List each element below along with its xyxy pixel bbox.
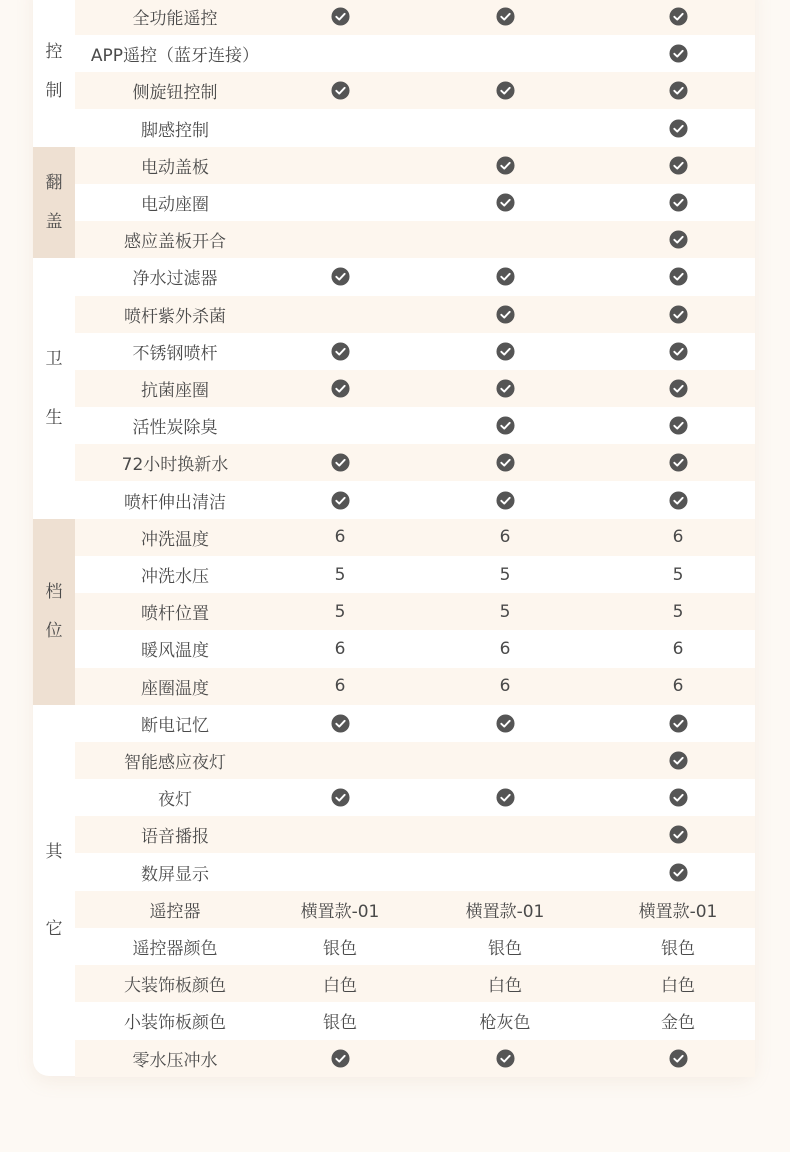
value-cell: 横置款-01 — [300, 901, 380, 922]
table-row — [75, 705, 755, 742]
check-circle-icon — [460, 444, 550, 481]
table-row — [75, 35, 755, 72]
check-circle-icon — [633, 333, 723, 370]
value-cell: 银色 — [661, 939, 695, 959]
check-circle-icon — [460, 296, 550, 333]
check-circle-icon — [633, 779, 723, 816]
table-row — [75, 593, 755, 630]
check-circle-icon — [633, 705, 723, 742]
feature-label: 喷杆伸出清洁 — [124, 492, 226, 513]
check-circle-icon — [633, 147, 723, 184]
check-circle-icon — [295, 1040, 385, 1077]
feature-label: 抗菌座圈 — [141, 381, 209, 401]
value-cell: 银色 — [488, 939, 522, 959]
empty-cell — [460, 110, 550, 147]
check-circle-icon — [633, 221, 723, 258]
category-4 — [33, 705, 75, 1077]
feature-label: 遥控器颜色 — [132, 939, 218, 959]
check-circle-icon — [460, 705, 550, 742]
table-row — [75, 296, 755, 333]
category-label-char: 盖 — [45, 211, 63, 232]
check-circle-icon — [295, 779, 385, 816]
check-circle-icon — [633, 407, 723, 444]
value-cell: 5 — [499, 564, 511, 585]
empty-cell — [295, 854, 385, 891]
empty-cell — [295, 147, 385, 184]
value-cell: 白色 — [488, 976, 522, 997]
check-circle-icon — [460, 407, 550, 444]
check-circle-icon — [295, 370, 385, 407]
feature-label: 遥控器 — [149, 901, 201, 922]
check-circle-icon — [295, 258, 385, 295]
check-circle-icon — [633, 0, 723, 35]
category-label-char: 控 — [45, 42, 63, 63]
feature-label: 断电记忆 — [141, 715, 209, 736]
feature-label: 电动盖板 — [141, 157, 209, 178]
value-cell: 6 — [672, 638, 684, 659]
table-row — [75, 147, 755, 184]
value-cell: 金色 — [661, 1013, 695, 1034]
table-row — [75, 891, 755, 928]
feature-label: 小装饰板颜色 — [124, 1013, 226, 1034]
check-circle-icon — [295, 482, 385, 519]
value-cell: 6 — [672, 676, 684, 697]
category-1 — [33, 147, 75, 259]
empty-cell — [460, 854, 550, 891]
empty-cell — [295, 816, 385, 853]
value-cell: 5 — [334, 564, 346, 585]
feature-label: 脚感控制 — [141, 120, 209, 141]
empty-cell — [460, 816, 550, 853]
check-circle-icon — [633, 110, 723, 147]
feature-label: 大装饰板颜色 — [124, 976, 226, 997]
value-cell: 5 — [499, 601, 511, 622]
table-row — [75, 816, 755, 853]
category-label-char: 位 — [45, 620, 63, 641]
table-row — [75, 184, 755, 221]
value-cell: 白色 — [323, 976, 357, 997]
check-circle-icon — [295, 72, 385, 109]
check-circle-icon — [633, 444, 723, 481]
feature-label: 零水压冲水 — [132, 1050, 218, 1071]
check-circle-icon — [295, 705, 385, 742]
check-circle-icon — [460, 72, 550, 109]
category-label-char: 翻 — [45, 172, 63, 193]
check-circle-icon — [633, 258, 723, 295]
check-circle-icon — [295, 444, 385, 481]
check-circle-icon — [460, 184, 550, 221]
empty-cell — [295, 221, 385, 258]
value-cell: 6 — [499, 527, 511, 548]
empty-cell — [295, 35, 385, 72]
table-row — [75, 965, 755, 1002]
feature-label: 不锈钢喷杆 — [132, 343, 218, 364]
check-circle-icon — [460, 333, 550, 370]
table-row — [75, 928, 755, 965]
value-cell: 银色 — [323, 939, 357, 959]
table-row — [75, 407, 755, 444]
table-row — [75, 779, 755, 816]
table-row — [75, 110, 755, 147]
feature-label: 喷杆紫外杀菌 — [124, 306, 226, 327]
empty-cell — [460, 35, 550, 72]
check-circle-icon — [633, 184, 723, 221]
empty-cell — [460, 742, 550, 779]
table-row — [75, 1040, 755, 1077]
check-circle-icon — [633, 854, 723, 891]
value-cell: 6 — [334, 676, 346, 697]
category-2 — [33, 258, 75, 518]
feature-label: 夜灯 — [158, 790, 192, 811]
table-row — [75, 0, 755, 35]
feature-label: 语音播报 — [141, 827, 209, 848]
feature-label: 侧旋钮控制 — [132, 83, 218, 104]
table-row — [75, 258, 755, 295]
feature-label: 数屏显示 — [141, 864, 209, 885]
empty-cell — [295, 407, 385, 444]
value-cell: 6 — [334, 638, 346, 659]
value-cell: 横置款-01 — [638, 901, 718, 922]
feature-label: 喷杆位置 — [141, 604, 209, 625]
feature-label: 活性炭除臭 — [132, 418, 218, 439]
table-row — [75, 854, 755, 891]
feature-label: 电动座圈 — [141, 195, 209, 215]
feature-label: 冲洗温度 — [141, 529, 209, 550]
value-cell: 5 — [672, 601, 684, 622]
check-circle-icon — [460, 147, 550, 184]
table-row — [75, 221, 755, 258]
check-circle-icon — [460, 779, 550, 816]
check-circle-icon — [460, 0, 550, 35]
feature-label: 冲洗水压 — [141, 567, 209, 587]
category-label-char: 其 — [45, 841, 63, 862]
check-circle-icon — [460, 1040, 550, 1077]
feature-label: 座圈温度 — [141, 678, 209, 699]
check-circle-icon — [460, 482, 550, 519]
table-row — [75, 630, 755, 667]
category-label-char: 制 — [45, 81, 63, 102]
category-label-char: 它 — [45, 918, 63, 939]
category-label-char: 档 — [45, 581, 63, 602]
empty-cell — [295, 296, 385, 333]
table-row — [75, 72, 755, 109]
value-cell: 5 — [334, 601, 346, 622]
value-cell: 6 — [334, 527, 346, 548]
feature-label: 净水过滤器 — [132, 269, 218, 290]
category-3 — [33, 519, 75, 705]
feature-label: 暖风温度 — [141, 641, 209, 662]
value-cell: 白色 — [661, 976, 695, 997]
table-row — [75, 519, 755, 556]
table-row — [75, 1002, 755, 1039]
check-circle-icon — [633, 72, 723, 109]
check-circle-icon — [295, 333, 385, 370]
table-row — [75, 333, 755, 370]
empty-cell — [295, 110, 385, 147]
value-cell: 6 — [672, 527, 684, 548]
table-row — [75, 370, 755, 407]
table-row — [75, 556, 755, 593]
feature-label: 感应盖板开合 — [124, 232, 226, 253]
table-row — [75, 668, 755, 705]
table-row — [75, 444, 755, 481]
table-row — [75, 482, 755, 519]
category-label-char: 生 — [45, 407, 63, 428]
feature-label: APP遥控（蓝牙连接） — [90, 46, 260, 67]
empty-cell — [295, 184, 385, 221]
check-circle-icon — [295, 0, 385, 35]
check-circle-icon — [633, 296, 723, 333]
value-cell: 6 — [499, 676, 511, 697]
check-circle-icon — [460, 258, 550, 295]
check-circle-icon — [633, 742, 723, 779]
value-cell: 6 — [499, 638, 511, 659]
category-0 — [33, 0, 75, 147]
feature-label: 全功能遥控 — [132, 9, 218, 29]
value-cell: 银色 — [323, 1013, 357, 1034]
check-circle-icon — [633, 482, 723, 519]
empty-cell — [295, 742, 385, 779]
check-circle-icon — [633, 35, 723, 72]
empty-cell — [460, 221, 550, 258]
value-cell: 横置款-01 — [465, 901, 545, 922]
table-row — [75, 742, 755, 779]
category-label-char: 卫 — [45, 348, 63, 369]
value-cell: 枪灰色 — [479, 1013, 531, 1034]
check-circle-icon — [633, 816, 723, 853]
feature-label: 智能感应夜灯 — [124, 753, 226, 773]
feature-label: 72小时换新水 — [121, 455, 229, 476]
check-circle-icon — [633, 370, 723, 407]
check-circle-icon — [633, 1040, 723, 1077]
check-circle-icon — [460, 370, 550, 407]
value-cell: 5 — [672, 564, 684, 585]
